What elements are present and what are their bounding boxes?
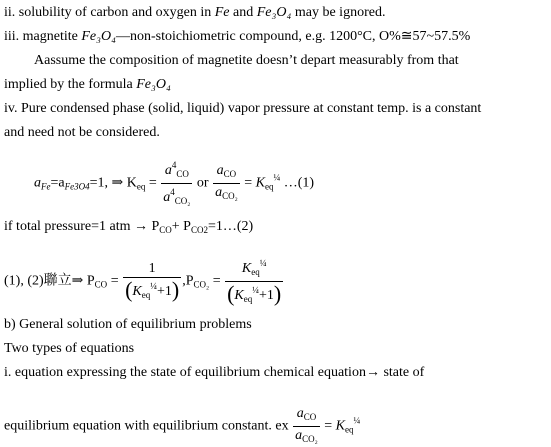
eq-a: a bbox=[34, 175, 41, 191]
fraction-k bbox=[161, 158, 192, 209]
line-i: i. equation expressing the state of equilibrium chemical equation→ state of bbox=[4, 365, 425, 380]
eq-text: =1, ⇒ K bbox=[89, 175, 137, 191]
sub-co2: CO2 bbox=[190, 225, 208, 235]
text: iii. magnetite bbox=[4, 29, 78, 44]
eq-sign: = bbox=[244, 175, 253, 191]
fraction-ratio bbox=[293, 406, 320, 447]
text: if total pressure=1 atm → P bbox=[4, 219, 160, 234]
plus-one: +1 bbox=[259, 288, 274, 303]
sub-co: CO bbox=[94, 279, 108, 290]
sub-co2: CO₂ bbox=[193, 279, 210, 290]
plus-one: +1 bbox=[157, 283, 172, 299]
text: ,P bbox=[182, 273, 194, 289]
fraction-pco2: $\frac{K_{eq}^{\frac{1}{4}}}{(K_{eq}^{\frac{1}{4}}+1)}$ bbox=[227, 258, 282, 306]
equation-1: $a_{Fe}=a_{Fe3O4}=1$, ⇒ $K_{eq}$ = $\frac{a^4_{CO}}{a^4_{CO_2}}$ or $\frac{a_{CO}}{a_{CO_2}}$ = $K_{eq}^{\frac{1}{4}}$ …(1) bbox=[34, 158, 314, 209]
fraction-pco: $\frac{1}{(K_{eq}^{\frac{1}{4}}+1)}$ bbox=[125, 260, 180, 302]
sub-eq: eq bbox=[345, 424, 354, 435]
eq-label: …(1) bbox=[283, 175, 315, 191]
eq-sign: = bbox=[148, 175, 157, 191]
exp: 4 bbox=[170, 187, 175, 197]
line-iv-cont: and need not be considered. bbox=[4, 125, 160, 140]
sub-eq: eq bbox=[136, 181, 146, 192]
exp: 4 bbox=[171, 160, 177, 170]
a: a bbox=[296, 406, 304, 421]
fraction-ratio bbox=[213, 163, 240, 204]
a: a bbox=[164, 163, 172, 178]
sub-eq: eq bbox=[264, 181, 274, 192]
a: a bbox=[295, 428, 303, 443]
text: implied by the formula bbox=[4, 77, 133, 92]
exp-quarter: ¼ bbox=[252, 285, 260, 295]
line-iii bbox=[4, 28, 470, 45]
eq-sign: = bbox=[110, 273, 119, 289]
exp-quarter: ¼ bbox=[150, 280, 158, 291]
eq-sign: = bbox=[324, 418, 333, 434]
a: a bbox=[215, 185, 223, 200]
equation-solution bbox=[4, 256, 284, 307]
sub-co2: CO₂ bbox=[222, 191, 238, 201]
sub-eq: eq bbox=[251, 267, 260, 277]
text: equilibrium equation with equilibrium constant. ex bbox=[4, 418, 289, 434]
a: a bbox=[216, 163, 224, 178]
line-ii bbox=[4, 4, 385, 21]
exp-quarter: ¼ bbox=[259, 258, 267, 268]
or-text: or bbox=[196, 175, 209, 191]
formula-fe: Fe bbox=[214, 5, 230, 20]
line-b: b) General solution of equilibrium problems bbox=[4, 317, 252, 332]
sub-eq: eq bbox=[243, 294, 253, 304]
line-eq-constant: equilibrium equation with equilibrium constant. ex $\frac{a_{CO}}{a_{CO_2}}$ = $K_{eq}^{\frac{1}{4}}$ bbox=[4, 406, 360, 447]
formula-fe3o4: Fe₃O₄ bbox=[81, 29, 116, 44]
line-iii-implied bbox=[4, 76, 171, 93]
exp-quarter: ¼ bbox=[273, 172, 281, 183]
sub-co: CO bbox=[159, 225, 172, 235]
sub-co: CO bbox=[223, 169, 237, 179]
eq-sign: = bbox=[212, 273, 221, 289]
text: —non-stoichiometric compound, e.g. 1200°C, O%≅57~57.5% bbox=[116, 29, 471, 44]
text: ii. solubility of carbon and oxygen in bbox=[4, 5, 212, 20]
one: 1 bbox=[123, 261, 181, 278]
sub-fe3o4: Fe3O4 bbox=[64, 181, 90, 192]
sub-co2: CO₂ bbox=[174, 196, 191, 206]
sub-co: CO bbox=[176, 169, 189, 179]
exp-quarter: ¼ bbox=[353, 415, 361, 426]
sub-co2: CO₂ bbox=[302, 434, 318, 444]
text: may be ignored. bbox=[294, 5, 386, 20]
text: + P bbox=[171, 219, 191, 234]
text: and bbox=[233, 5, 254, 20]
formula-fe3o4: Fe₃O₄ bbox=[136, 77, 171, 92]
eq-text: =a bbox=[50, 175, 65, 191]
line-total-pressure bbox=[4, 218, 253, 239]
line-iv: iv. Pure condensed phase (solid, liquid) vapor pressure at constant temp. is a constant bbox=[4, 101, 482, 116]
text: (1), (2)聯立⇒ P bbox=[4, 273, 95, 289]
sub-co: CO bbox=[303, 412, 317, 422]
line-iii-assume: Aassume the composition of magnetite doesn’t depart measurably from that bbox=[34, 53, 459, 68]
sub-eq: eq bbox=[141, 289, 151, 300]
text: =1…(2) bbox=[207, 219, 254, 234]
line-two-types: Two types of equations bbox=[4, 341, 135, 356]
sub-fe: Fe bbox=[41, 181, 51, 192]
formula-fe3o4: Fe₃O₄ bbox=[256, 5, 292, 20]
a: a bbox=[163, 190, 171, 205]
